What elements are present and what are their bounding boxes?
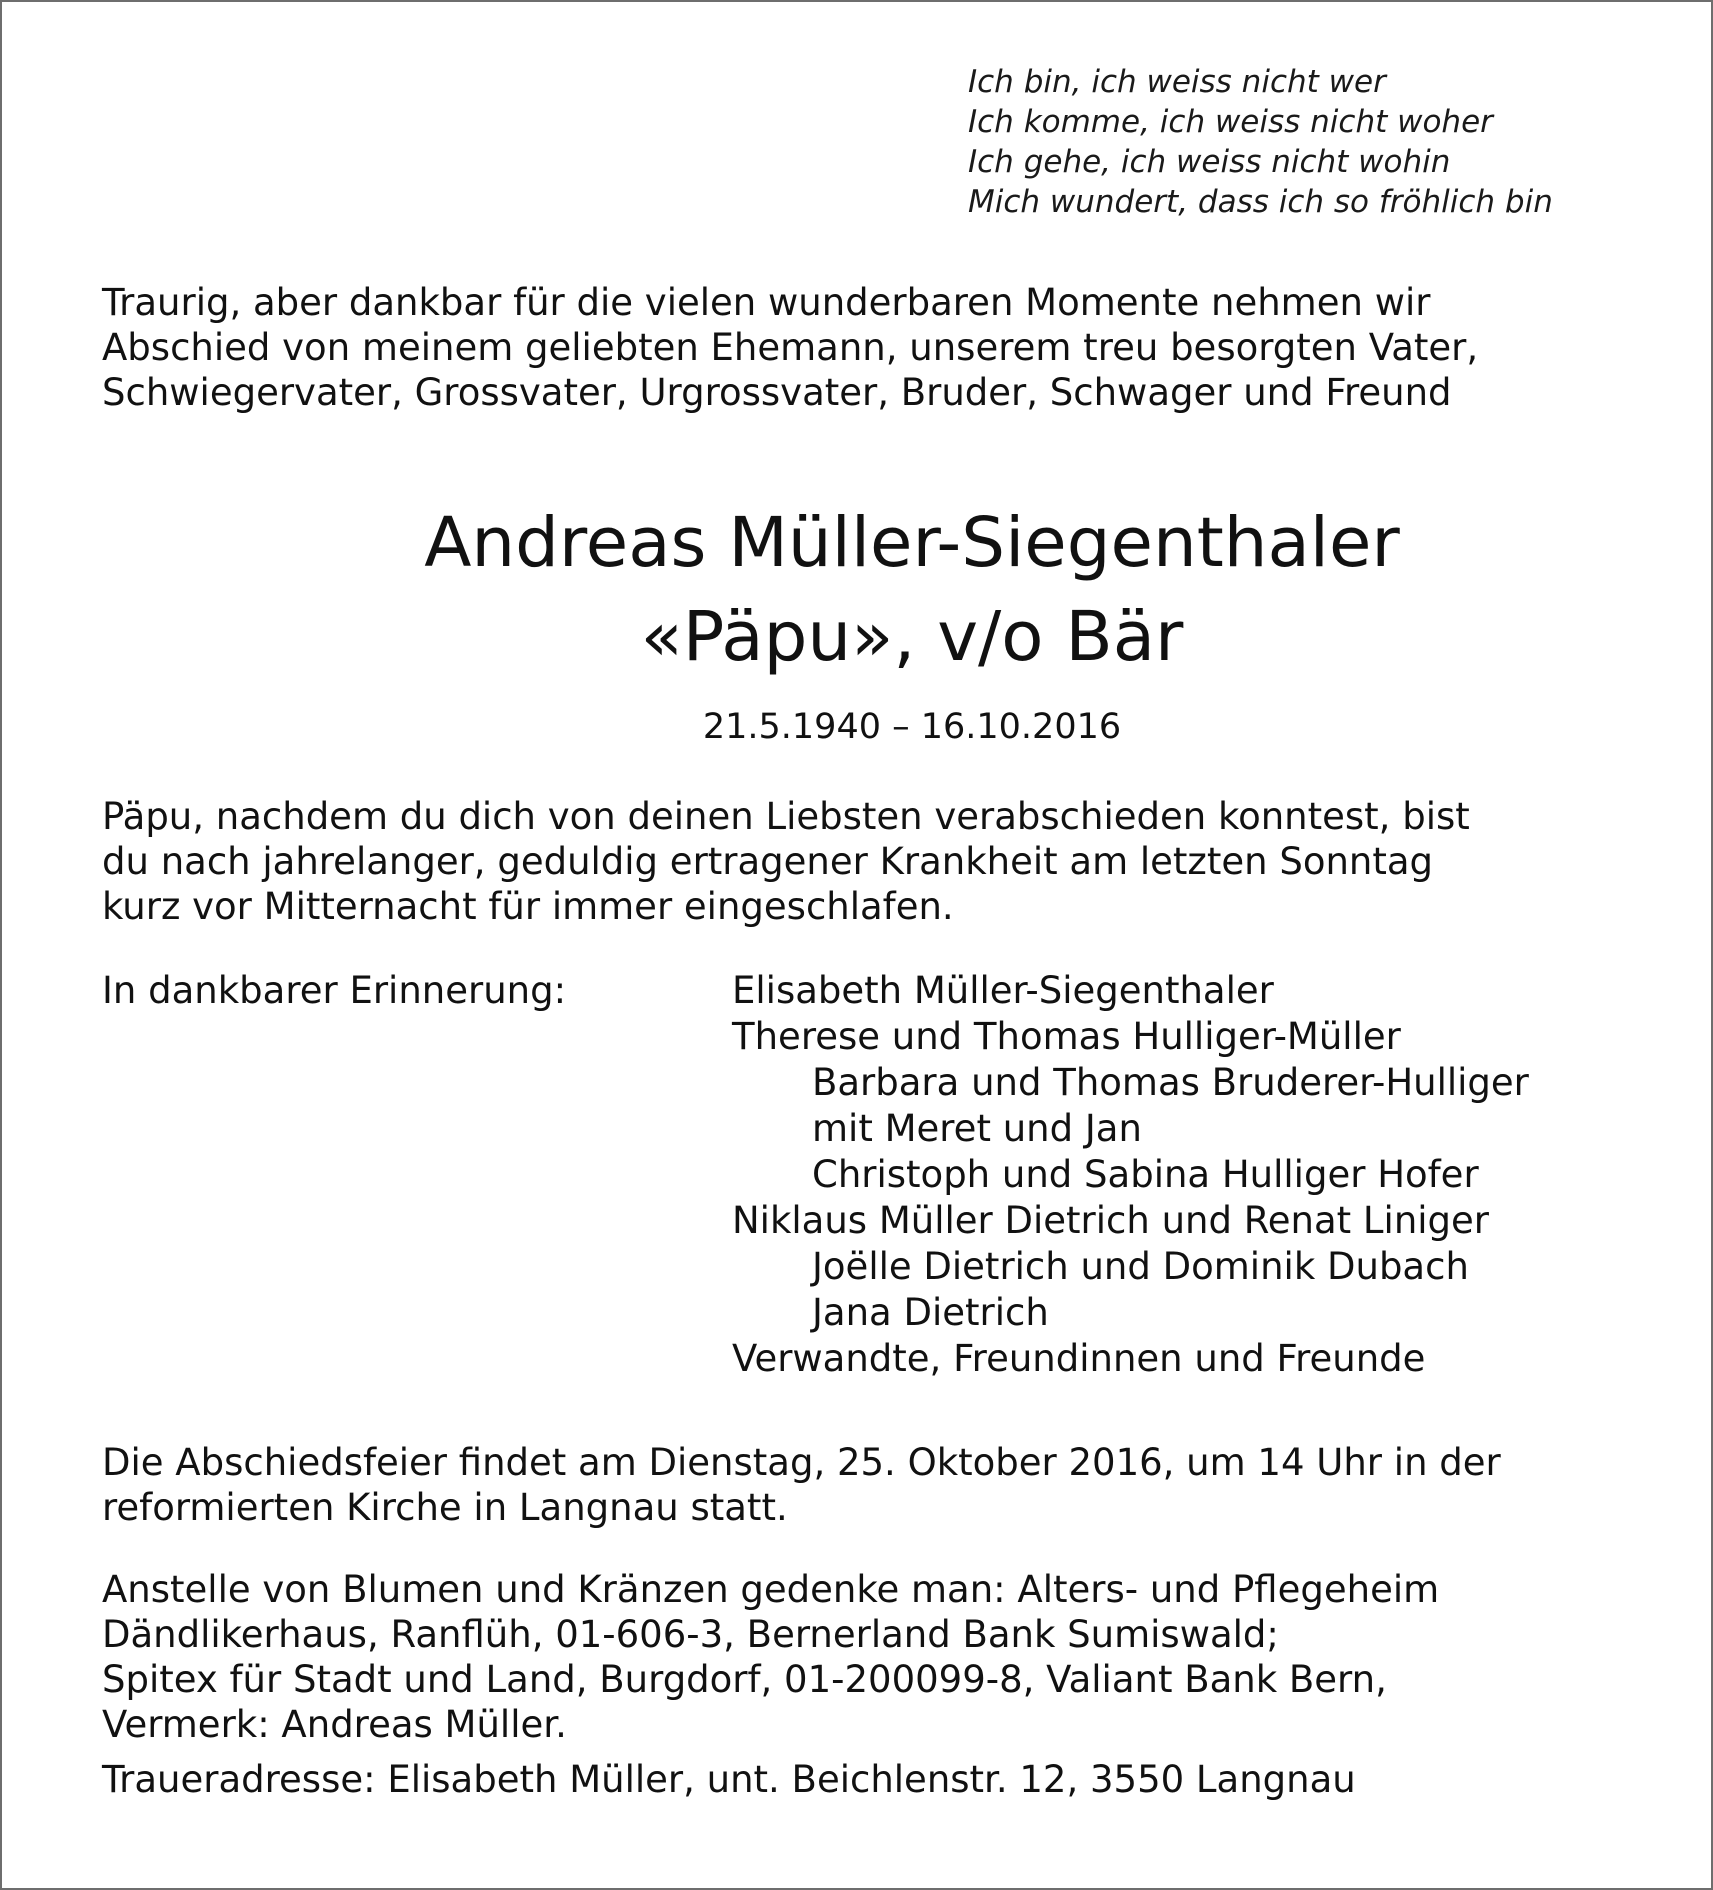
- mourner-entry: Niklaus Müller Dietrich und Renat Liniger: [732, 1199, 1490, 1242]
- mourner-entry: Barbara und Thomas Bruderer-Hulliger: [812, 1061, 1529, 1104]
- mourner-entry: Christoph und Sabina Hulliger Hofer: [812, 1153, 1479, 1196]
- intro-line: Schwiegervater, Grossvater, Urgrossvater, Bruder, Schwager und Freund: [102, 371, 1452, 414]
- farewell-line: du nach jahrelanger, geduldig ertragener Krankheit am letzten Sonntag: [102, 840, 1434, 883]
- mourner-entry: Therese und Thomas Hulliger-Müller: [732, 1015, 1401, 1058]
- mourner-entry: mit Meret und Jan: [812, 1107, 1142, 1150]
- mourners-list: [732, 968, 1529, 1382]
- memory-label: In dankbarer Erinnerung:: [102, 969, 567, 1012]
- donation-paragraph: [102, 1567, 1439, 1747]
- poem-line: Ich komme, ich weiss nicht woher: [968, 104, 1493, 140]
- farewell-line: Päpu, nachdem du dich von deinen Liebsten verabschieden konntest, bist: [102, 795, 1470, 838]
- poem-line: Mich wundert, dass ich so fröhlich bin: [968, 184, 1553, 220]
- poem: [968, 62, 1553, 222]
- ceremony-line: reformierten Kirche in Langnau statt.: [102, 1486, 788, 1529]
- donation-line: Vermerk: Andreas Müller.: [102, 1703, 567, 1746]
- donation-line: Dändlikerhaus, Ranflüh, 01-606-3, Bernerland Bank Sumiswald;: [102, 1613, 1279, 1656]
- intro-paragraph: [102, 280, 1478, 415]
- mourner-entry: Joëlle Dietrich und Dominik Dubach: [812, 1245, 1469, 1288]
- ceremony-line: Die Abschiedsfeier findet am Dienstag, 25. Oktober 2016, um 14 Uhr in der: [102, 1441, 1501, 1484]
- donation-line: Spitex für Stadt und Land, Burgdorf, 01-200099-8, Valiant Bank Bern,: [102, 1658, 1387, 1701]
- donation-line: Anstelle von Blumen und Kränzen gedenke man: Alters- und Pflegeheim: [102, 1568, 1440, 1611]
- deceased-name: Andreas Müller-Siegenthaler: [424, 503, 1400, 583]
- farewell-line: kurz vor Mitternacht für immer eingeschlafen.: [102, 885, 954, 928]
- mourner-entry: Jana Dietrich: [812, 1291, 1049, 1334]
- poem-line: Ich gehe, ich weiss nicht wohin: [968, 144, 1451, 180]
- mourner-entry: Elisabeth Müller-Siegenthaler: [732, 969, 1274, 1012]
- poem-line: Ich bin, ich weiss nicht wer: [968, 64, 1386, 100]
- intro-line: Traurig, aber dankbar für die vielen wunderbaren Momente nehmen wir: [102, 281, 1431, 324]
- farewell-paragraph: [102, 794, 1470, 929]
- ceremony-paragraph: [102, 1440, 1501, 1530]
- mourning-address: Traueradresse: Elisabeth Müller, unt. Beichlenstr. 12, 3550 Langnau: [102, 1758, 1356, 1801]
- mourner-entry: Verwandte, Freundinnen und Freunde: [732, 1337, 1426, 1380]
- deceased-name-block: [2, 496, 1713, 684]
- deceased-nickname: «Päpu», v/o Bär: [640, 597, 1184, 677]
- intro-line: Abschied von meinem geliebten Ehemann, unserem treu besorgten Vater,: [102, 326, 1479, 369]
- life-dates: 21.5.1940 – 16.10.2016: [702, 707, 1122, 747]
